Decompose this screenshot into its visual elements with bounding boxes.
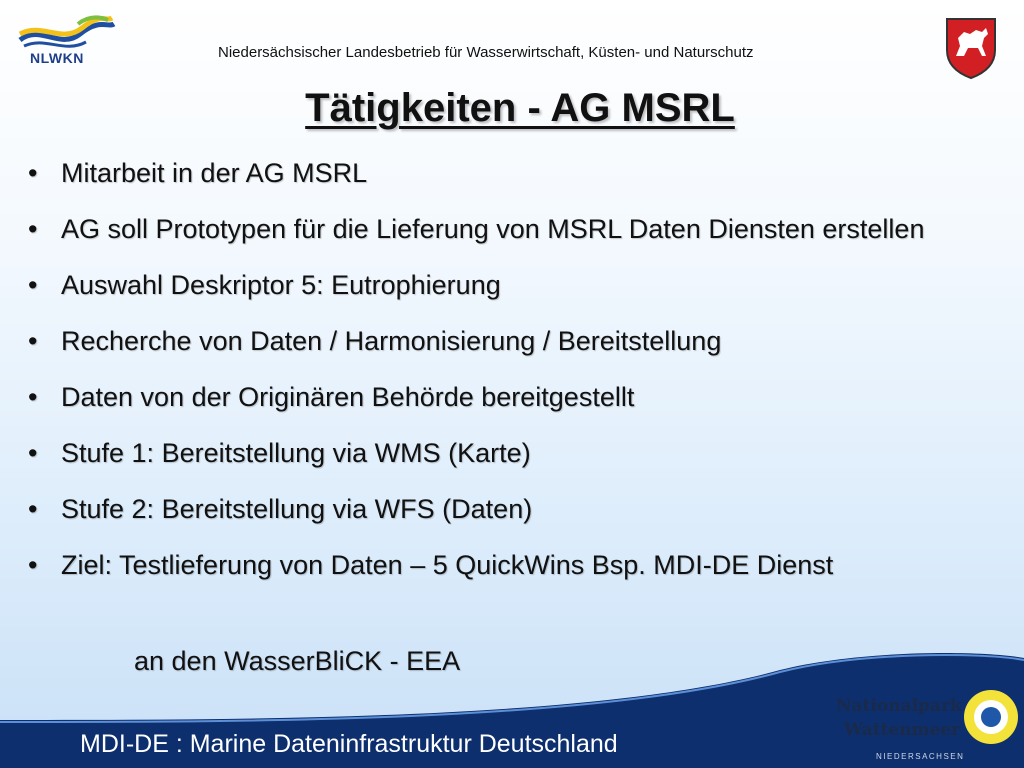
organization-name: Niedersächsischer Landesbetrieb für Wasserwirtschaft, Küsten- und Naturschutz	[218, 44, 754, 61]
bullet-symbol: •	[28, 382, 38, 412]
bullet-symbol: •	[28, 270, 38, 300]
nlwkn-logo-text: NLWKN	[30, 50, 84, 66]
bullet-symbol: •	[28, 214, 38, 244]
np-logo-line1: Nationalpark	[836, 696, 962, 716]
bullet-symbol: •	[28, 158, 38, 188]
bullet-symbol: •	[28, 326, 38, 356]
sun-icon	[962, 688, 1020, 746]
np-logo-line3: NIEDERSACHSEN	[876, 752, 965, 761]
bullet-item: • Recherche von Daten / Harmonisierung / Bereitstellung	[28, 326, 722, 356]
bullet-item: • Ziel: Testlieferung von Daten – 5 QuickWins Bsp. MDI-DE Dienst	[28, 550, 834, 580]
bullet-symbol: •	[28, 494, 38, 524]
bullet-item: • Stufe 1: Bereitstellung via WMS (Karte)	[28, 438, 531, 468]
lower-saxony-crest-icon	[944, 16, 998, 80]
bullet-list	[28, 156, 988, 604]
np-logo-line2: Wattenmeer	[844, 720, 961, 740]
slide-title: Tätigkeiten - AG MSRL	[305, 86, 735, 130]
bullet-item: • Stufe 2: Bereitstellung via WFS (Daten)	[28, 494, 533, 524]
bullet-symbol: •	[28, 438, 38, 468]
bullet-item: • Mitarbeit in der AG MSRL	[28, 158, 368, 188]
bullet-symbol: •	[28, 550, 38, 580]
bullet-item: • AG soll Prototypen für die Lieferung von MSRL Daten Diensten erstellen	[28, 214, 925, 244]
bullet-item: • Auswahl Deskriptor 5: Eutrophierung	[28, 270, 501, 300]
bullet-continuation: an den WasserBliCK - EEA	[134, 646, 461, 676]
footer-text: MDI-DE : Marine Dateninfrastruktur Deutschland	[80, 730, 618, 758]
bullet-item: • Daten von der Originären Behörde bereitgestellt	[28, 382, 635, 412]
